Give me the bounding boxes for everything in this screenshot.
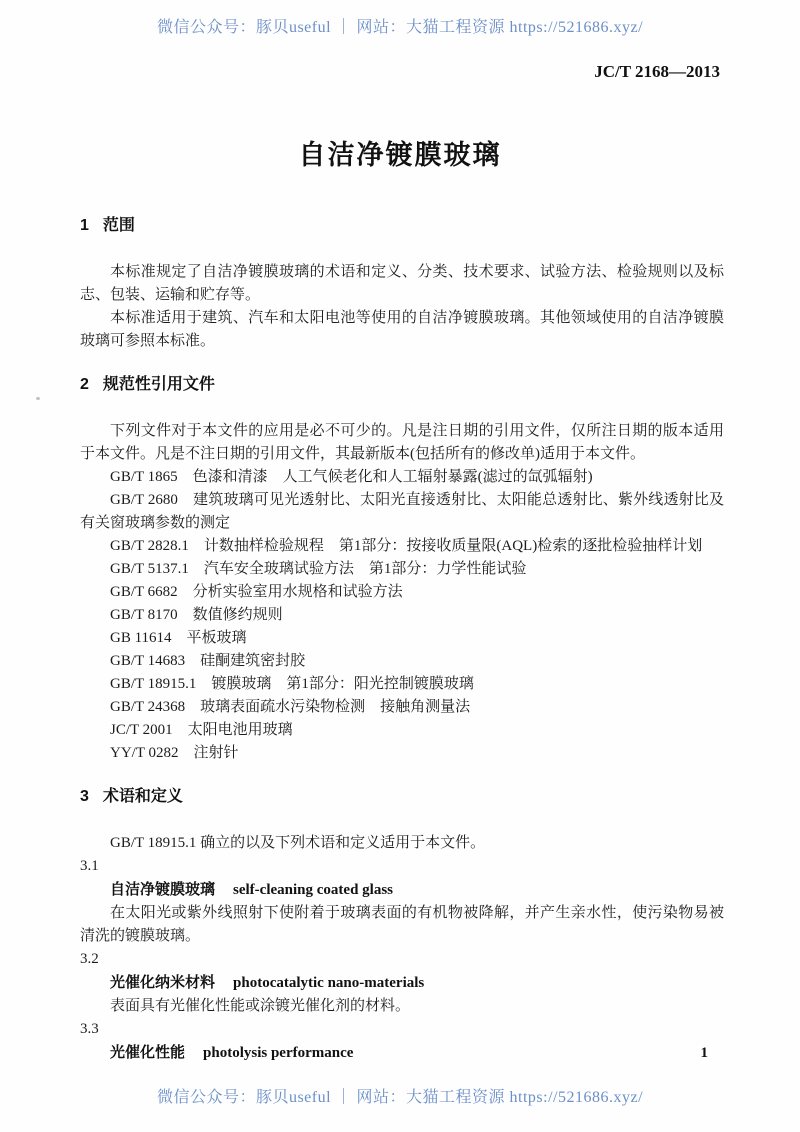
- term-chinese: 光催化纳米材料: [110, 974, 216, 991]
- scope-paragraph-2: 本标准适用于建筑、汽车和太阳电池等使用的自洁净镀膜玻璃。其他领域使用的自洁净镀膜玻璃可参照本标准。: [80, 310, 724, 349]
- term-english: photocatalytic nano-materials: [233, 975, 425, 991]
- page-number: 1: [700, 1045, 708, 1061]
- standard-number: JC/T 2168—2013: [594, 62, 720, 81]
- term-number: 3.2: [80, 951, 99, 967]
- document-body: [80, 214, 724, 1065]
- section-2-heading: [80, 373, 724, 396]
- term-definition: 在太阳光或紫外线照射下使附着于玻璃表面的有机物被降解，并产生亲水性，使污染物易被清洗的镀膜玻璃。: [80, 905, 724, 944]
- term-chinese: 光催化性能: [110, 1044, 186, 1061]
- scan-artifact-speck: [36, 397, 40, 400]
- term-heading: [80, 1041, 724, 1065]
- section-1-title: 范围: [102, 217, 135, 234]
- reference-item: GB/T 8170 数值修约规则: [110, 607, 283, 623]
- reference-item: GB/T 1865 色漆和清漆 人工气候老化和人工辐射暴露(滤过的氙弧辐射): [110, 469, 593, 485]
- reference-item: GB/T 5137.1 汽车安全玻璃试验方法 第1部分：力学性能试验: [110, 561, 527, 577]
- term-heading: [80, 971, 724, 995]
- reference-item: GB/T 6682 分析实验室用水规格和试验方法: [110, 584, 403, 600]
- footer-watermark: 微信公众号：豚贝useful ｜ 网站：大猫工程资源 https://521686.xyz/: [156, 1089, 644, 1106]
- reference-item: GB/T 24368 玻璃表面疏水污染物检测 接触角测量法: [110, 699, 471, 715]
- document-title: 自洁净镀膜玻璃: [298, 140, 502, 170]
- term-english: photolysis performance: [203, 1045, 354, 1061]
- section-2-title: 规范性引用文件: [102, 376, 215, 393]
- term-number: 3.3: [80, 1021, 99, 1037]
- section-3-title: 术语和定义: [102, 788, 183, 805]
- scope-paragraph-1: 本标准规定了自洁净镀膜玻璃的术语和定义、分类、技术要求、试验方法、检验规则以及标志、包装、运输和贮存等。: [80, 264, 724, 303]
- reference-item: GB/T 14683 硅酮建筑密封胶: [110, 653, 306, 669]
- header-watermark: 微信公众号：豚贝useful ｜ 网站：大猫工程资源 https://521686.xyz/: [156, 19, 644, 36]
- reference-item: GB/T 2680 建筑玻璃可见光透射比、太阳光直接透射比、太阳能总透射比、紫外线透射比及有关窗玻璃参数的测定: [80, 492, 724, 531]
- term-number: 3.1: [80, 858, 99, 874]
- term-definition: 表面具有光催化性能或涂镀光催化剂的材料。: [110, 998, 411, 1014]
- reference-item: YY/T 0282 注射针: [110, 745, 239, 761]
- section-2-number: 2: [80, 376, 89, 393]
- term-chinese: 自洁净镀膜玻璃: [110, 881, 216, 898]
- section-3-heading: [80, 785, 724, 808]
- reference-item: JC/T 2001 太阳电池用玻璃: [110, 722, 293, 738]
- section-1-heading: [80, 214, 724, 237]
- reference-item: GB/T 2828.1 计数抽样检验规程 第1部分：按接收质量限(AQL)检索的逐批检验抽样计划: [110, 538, 703, 554]
- terms-intro: GB/T 18915.1 确立的以及下列术语和定义适用于本文件。: [110, 835, 486, 851]
- reference-item: GB/T 18915.1 镀膜玻璃 第1部分：阳光控制镀膜玻璃: [110, 676, 474, 692]
- term-heading: [80, 878, 724, 902]
- reference-item: GB 11614 平板玻璃: [110, 630, 247, 646]
- term-english: self-cleaning coated glass: [233, 882, 393, 898]
- references-intro: 下列文件对于本文件的应用是必不可少的。凡是注日期的引用文件，仅所注日期的版本适用于本文件。凡是不注日期的引用文件，其最新版本(包括所有的修改单)适用于本文件。: [80, 423, 724, 462]
- section-3-number: 3: [80, 788, 89, 805]
- section-1-number: 1: [80, 217, 89, 234]
